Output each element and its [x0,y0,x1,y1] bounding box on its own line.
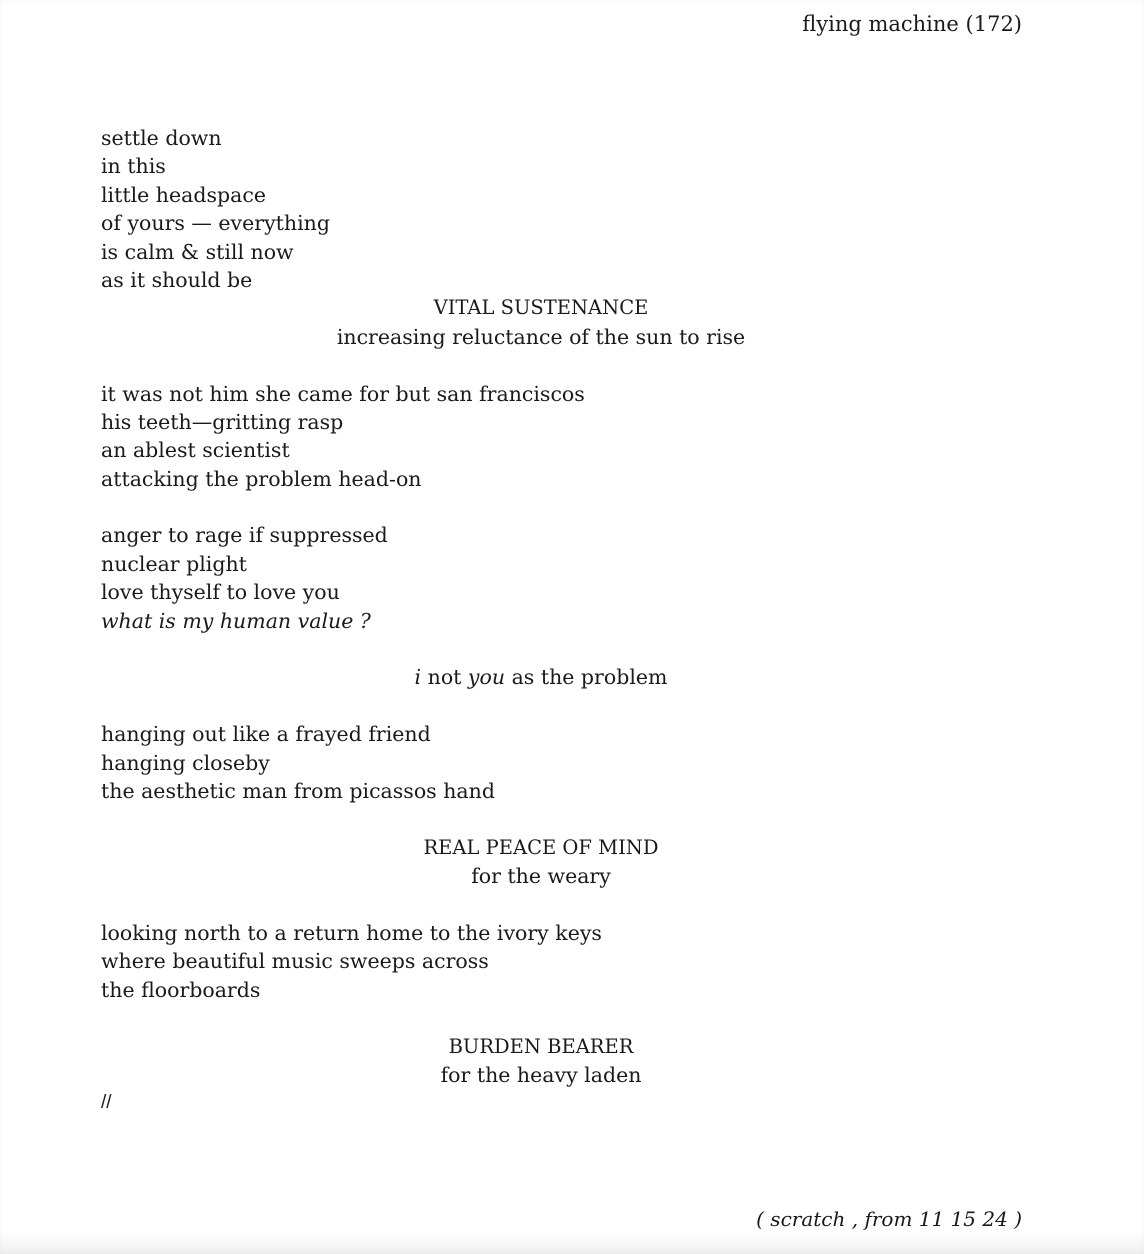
stanza-5 [101,919,1021,1004]
poem-line: in this [101,154,166,179]
centered-line-rest: as the problem [505,665,668,690]
poem-line: anger to rage if suppressed [101,523,388,548]
stanza-break [101,805,1021,833]
section-heading-1 [101,294,1021,351]
poem-line: love thyself to love you [101,580,340,605]
page-bottom-shadow [0,1232,1144,1254]
centered-line-i: i [414,665,422,690]
stanza-4 [101,720,1021,805]
section-heading-2 [101,834,1021,891]
footer-note: ( scratch , from 11 15 24 ) [756,1207,1022,1231]
poem-line: his teeth—gritting rasp [101,409,344,434]
poem-line: of yours — everything [101,211,330,236]
section-heading-title: VITAL SUSTENANCE [433,296,649,320]
stanza-3 [101,521,1021,635]
poem-line: it was not him she came for but san franciscos [101,381,585,406]
poem-line: as it should be [101,267,253,292]
poem-line: little headspace [101,182,266,207]
stanza-break [101,351,1021,379]
stanza-break [101,1004,1021,1032]
centered-line [81,663,1001,691]
poem-line: where beautiful music sweeps across [101,949,489,974]
poem-line: nuclear plight [101,551,247,576]
poem-line: settle down [101,126,222,150]
stanza-break [101,635,1021,663]
stanza-break [101,493,1021,521]
poem-line: hanging out like a frayed friend [101,722,431,747]
section-heading-subtitle: increasing reluctance of the sun to rise [336,324,746,349]
poem-line: hanging closeby [101,750,270,775]
centered-line-not: not [421,665,468,690]
section-heading-subtitle: for the weary [471,864,611,889]
poem-line: attacking the problem head-on [101,466,422,491]
poem-line: the aesthetic man from picassos hand [101,778,495,803]
poem-line: is calm & still now [101,239,294,264]
section-heading-title: BURDEN BEARER [448,1034,634,1058]
stanza-break [101,692,1021,720]
section-heading-title: REAL PEACE OF MIND [423,835,659,859]
stanza-break [101,891,1021,919]
centered-line-you: you [467,665,506,690]
stanza-2 [101,380,1021,494]
end-mark: // [101,1092,112,1114]
stanza-1 [101,124,1021,294]
poem-line-italic: what is my human value ? [101,608,371,633]
poem-body [101,124,1021,1118]
section-heading-3 [101,1033,1021,1090]
poem-line: the floorboards [101,977,261,1002]
section-heading-subtitle: for the heavy laden [440,1062,642,1087]
page-header-title: flying machine (172) [802,12,1022,36]
poem-line: looking north to a return home to the ivory keys [101,920,602,945]
poem-line: an ablest scientist [101,438,290,463]
